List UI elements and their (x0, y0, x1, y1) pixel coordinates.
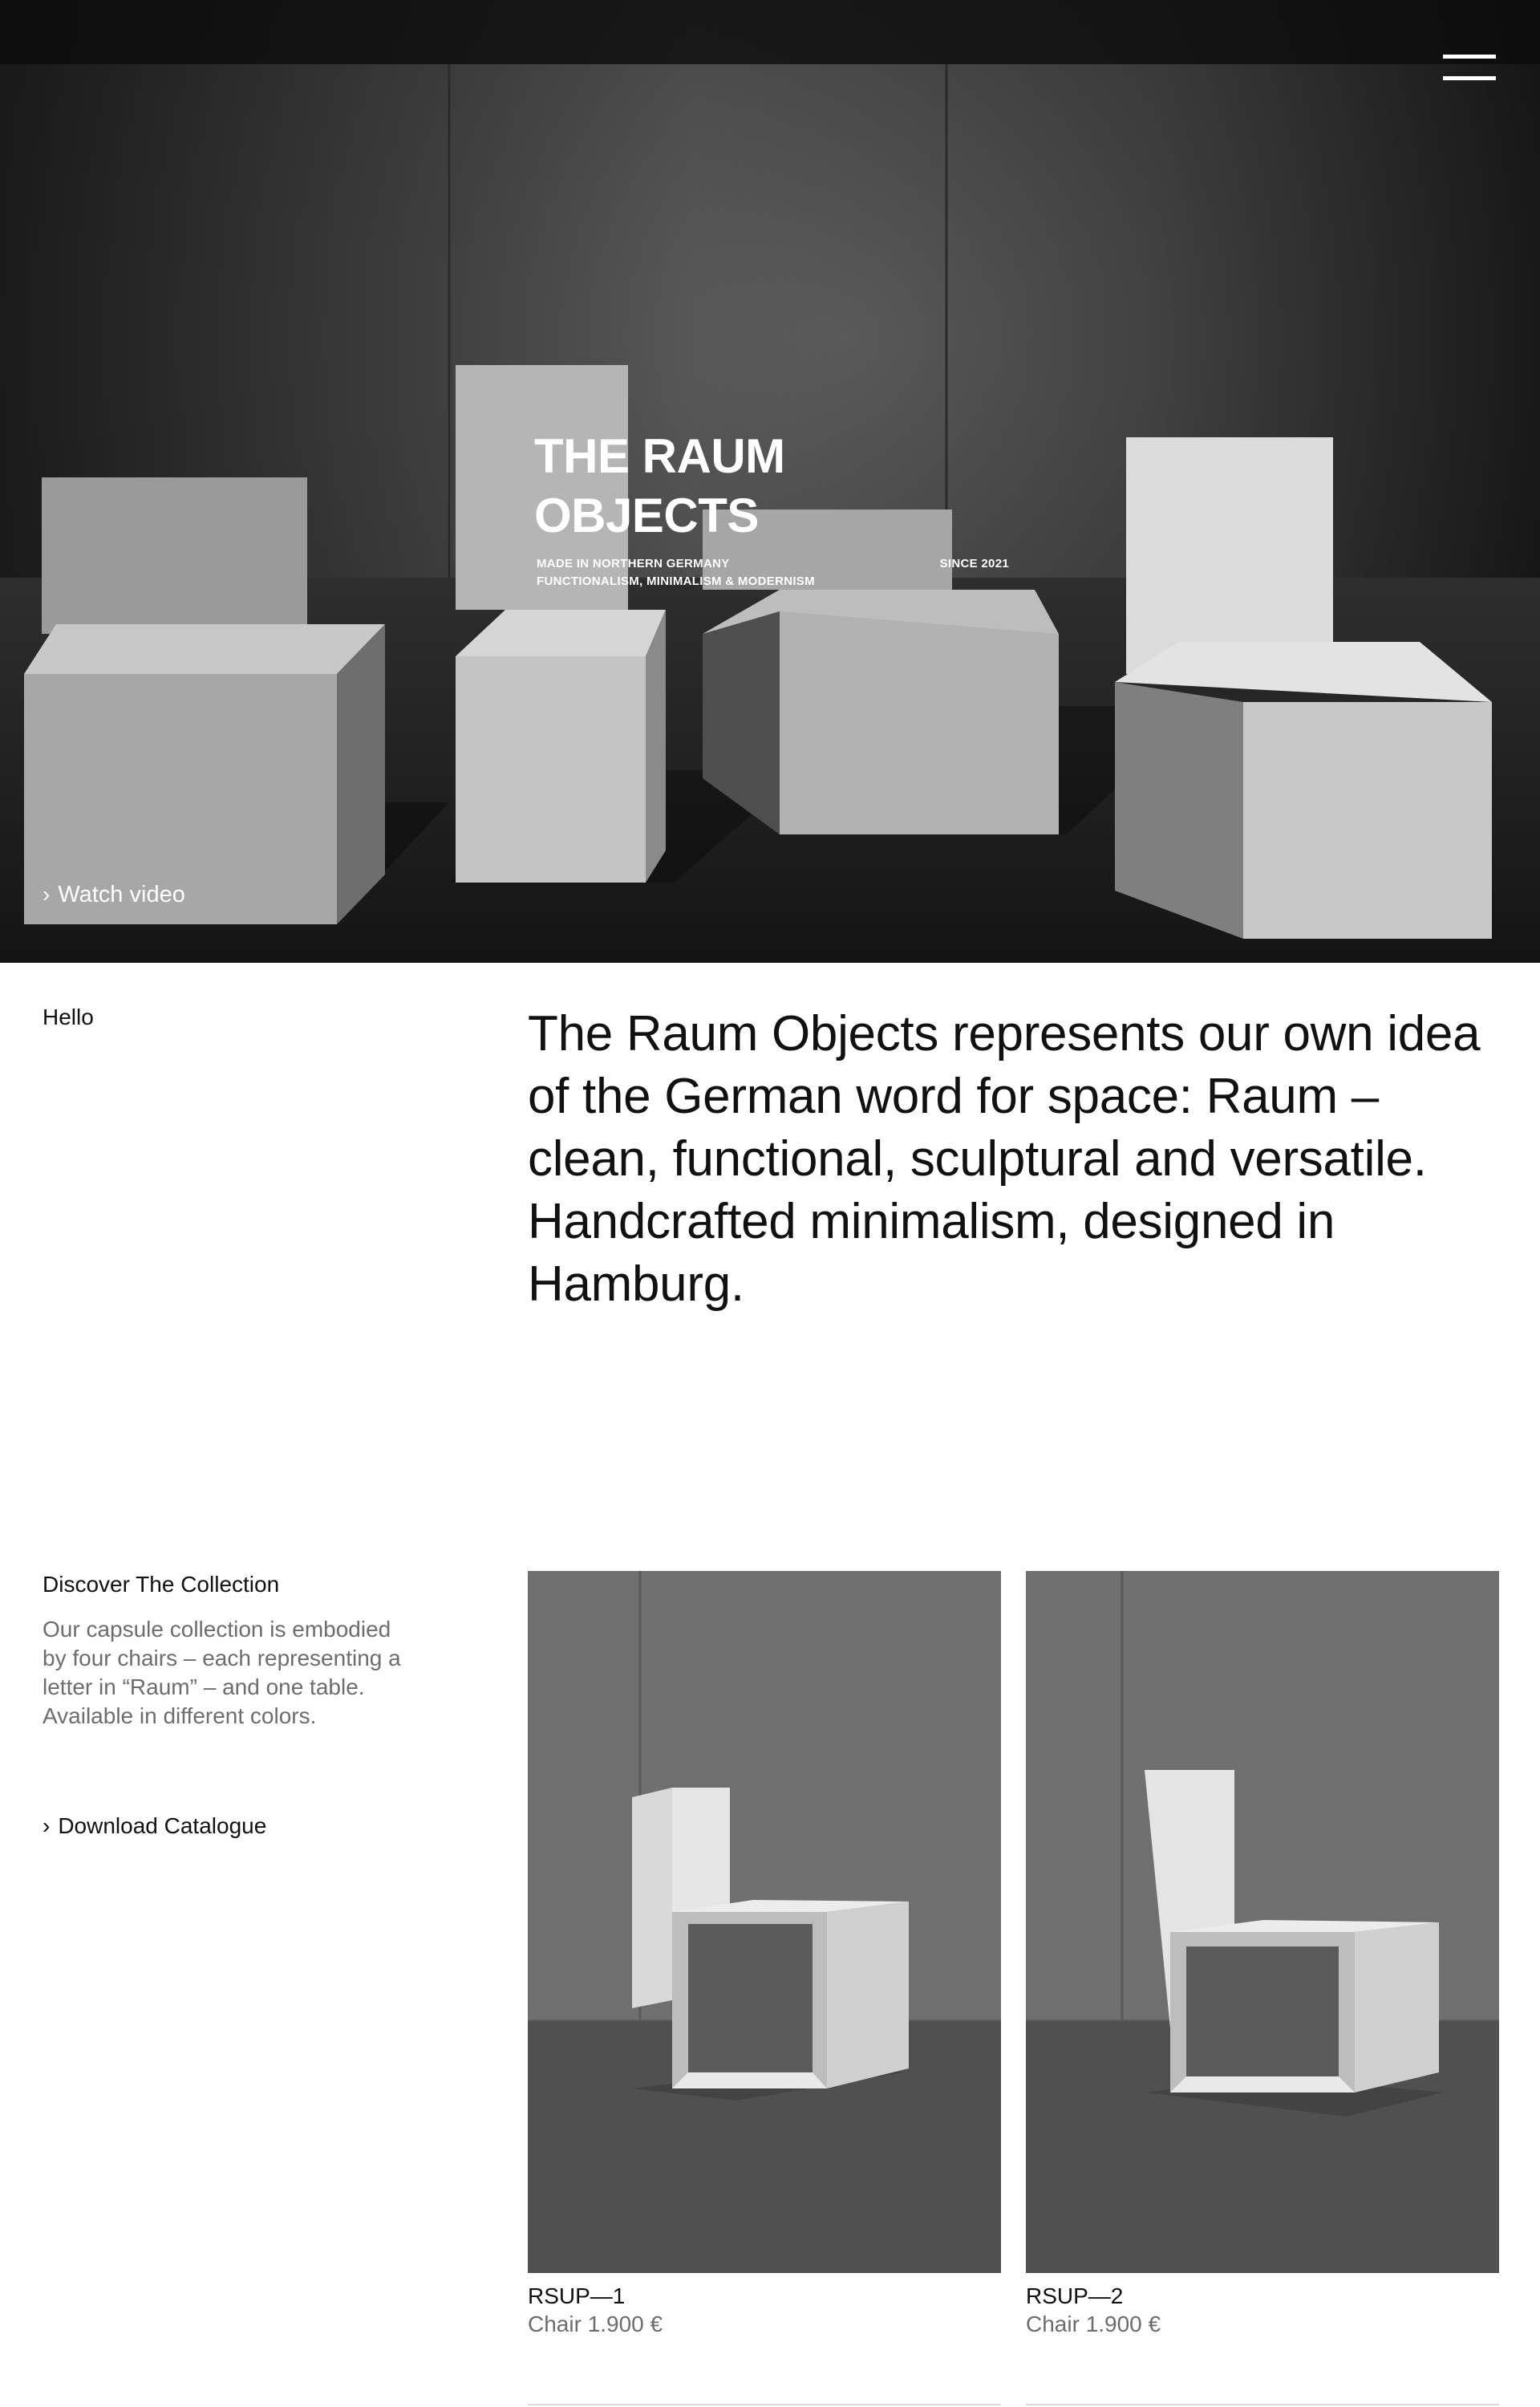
hero-meta-principles: FUNCTIONALISM, MINIMALISM & MODERNISM (537, 574, 815, 588)
product-image-chair[interactable] (1026, 1571, 1499, 2273)
product-card-rsup-1[interactable] (528, 1571, 1001, 2339)
chevron-right-icon: › (43, 1813, 51, 1838)
intro-label: Hello (43, 1005, 94, 1029)
hamburger-menu-icon[interactable] (1443, 51, 1496, 83)
collection-heading: Discover The Collection (43, 1572, 280, 1597)
product-price: Chair 1.900 € (528, 2312, 663, 2336)
hero-meta-origin: MADE IN NORTHERN GERMANY (537, 557, 730, 570)
product-image-chair[interactable] (528, 1571, 1001, 2273)
watch-video-label: Watch video (58, 882, 185, 907)
hero-banner (0, 0, 1540, 963)
product-card-rsup-2[interactable] (1026, 1571, 1499, 2339)
divider (528, 2404, 1001, 2405)
divider (1026, 2404, 1499, 2405)
watch-video-link[interactable] (43, 879, 185, 910)
hero-title-block (534, 427, 1009, 591)
menu-bar-top (1443, 55, 1496, 59)
collection-description: Our capsule collection is embodied by four chairs – each representing a letter in “Raum” – and one table. Available in different colors. (43, 1617, 401, 1728)
menu-bar-bottom (1443, 76, 1496, 80)
download-catalogue-link[interactable] (43, 1812, 266, 1841)
hero-meta (534, 555, 1009, 591)
intro-statement: The Raum Objects represents our own idea of the German word for space: Raum – clean, functional, sculptural and versatile. Handcrafted minimalism, designed in Hamburg. (528, 1006, 1481, 1312)
chevron-right-icon: › (43, 882, 51, 907)
hero-title: THE RAUM OBJECTS (534, 429, 785, 542)
product-name: RSUP—2 (1026, 2283, 1124, 2308)
hero-meta-since: SINCE 2021 (939, 557, 1009, 570)
download-catalogue-label: Download Catalogue (58, 1813, 267, 1838)
product-price: Chair 1.900 € (1026, 2312, 1161, 2336)
product-name: RSUP—1 (528, 2283, 626, 2308)
